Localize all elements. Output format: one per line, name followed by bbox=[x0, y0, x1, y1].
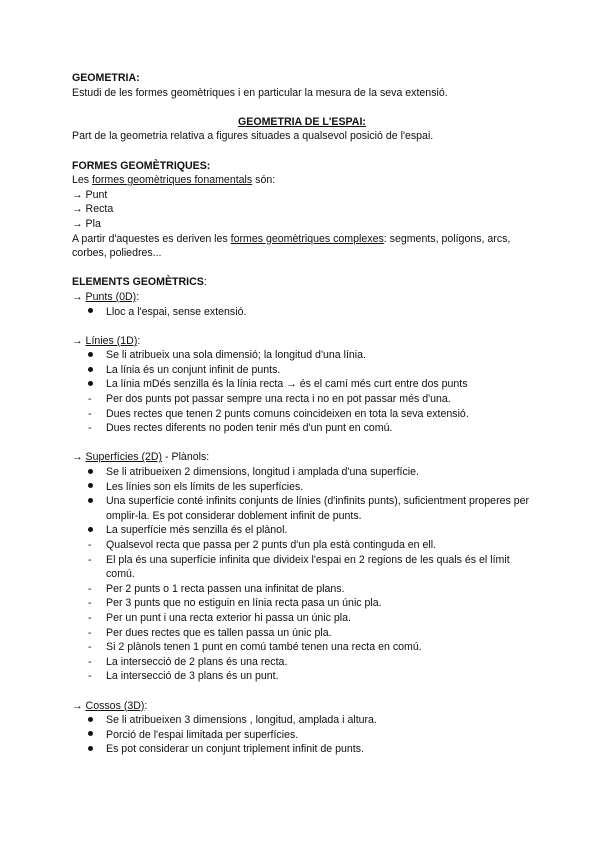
bullet-dot-icon bbox=[88, 728, 98, 743]
cossos-list bbox=[72, 713, 532, 757]
list-item bbox=[72, 626, 532, 641]
dash-marker: - bbox=[88, 597, 92, 610]
list-item bbox=[72, 377, 532, 392]
list-item-text: La línia mDés senzilla és la línia recta → és el camí més curt entre dos punts bbox=[106, 378, 468, 391]
list-item bbox=[72, 407, 532, 422]
list-item-text: Si 2 plànols tenen 1 punt en comú també tenen una recta en comú. bbox=[106, 641, 422, 654]
superficies-list bbox=[72, 465, 532, 684]
linies-heading: → Línies (1D): bbox=[72, 334, 141, 347]
bullet-dot-icon bbox=[88, 363, 98, 378]
list-item-text: Una superfície conté infinits conjunts de línies (d'infinits punts), suficientment properes per omplir-la. Es pot considerar doblement infinit de punts. bbox=[106, 495, 530, 522]
bullet-dot-icon bbox=[88, 713, 98, 728]
list-item bbox=[72, 538, 532, 553]
geometria-text: Estudi de les formes geomètriques i en particular la mesura de la seva extensió. bbox=[72, 86, 448, 99]
formes-list bbox=[72, 188, 532, 232]
list-item bbox=[72, 305, 532, 320]
bullet-dot-icon bbox=[88, 305, 98, 320]
formes-complexes-link: formes geomètriques complexes bbox=[230, 232, 384, 245]
list-item bbox=[72, 348, 532, 363]
list-item-text: Per dos punts pot passar sempre una recta i no en pot passar més d'una. bbox=[106, 393, 451, 406]
formes-intro: Les formes geomètriques fonamentals són: bbox=[72, 174, 276, 187]
list-item bbox=[72, 728, 532, 743]
punts-heading: → Punts (0D): bbox=[72, 290, 140, 303]
list-item bbox=[72, 480, 532, 495]
bullet-dot-icon bbox=[88, 494, 98, 509]
dash-marker: - bbox=[88, 553, 92, 566]
document-body bbox=[72, 71, 532, 757]
dash-marker: - bbox=[88, 422, 92, 435]
dash-marker: - bbox=[88, 626, 92, 639]
formes-fonamentals-link: formes geomètriques fonamentals bbox=[92, 174, 253, 187]
list-item-text: Per 2 punts o 1 recta passen una infinitat de plans. bbox=[106, 582, 345, 595]
dash-marker: - bbox=[88, 655, 92, 668]
list-item-text: Per dues rectes que es tallen passa un únic pla. bbox=[106, 626, 332, 639]
bullet-dot-icon bbox=[88, 523, 98, 538]
list-item bbox=[72, 494, 532, 523]
list-item-text: Qualsevol recta que passa per 2 punts d'un pla està continguda en ell. bbox=[106, 539, 437, 551]
geometria-heading: GEOMETRIA: bbox=[72, 72, 140, 84]
list-item bbox=[72, 742, 532, 757]
bullet-dot-icon bbox=[88, 465, 98, 480]
list-item bbox=[72, 392, 532, 407]
list-item-text: Se li atribueixen 2 dimensions, longitud i amplada d'una superfície. bbox=[106, 466, 419, 479]
bullet-dot-icon bbox=[88, 480, 98, 495]
list-item-text: La línia és un conjunt infinit de punts. bbox=[106, 363, 281, 376]
dash-marker: - bbox=[88, 611, 92, 624]
formes-complexes-text: A partir d'aquestes es deriven les formes geomètriques complexes: segments, polígons, arcs, corbes, poliedres... bbox=[72, 232, 511, 260]
list-item-text: Porció de l'espai limitada per superfícies. bbox=[106, 728, 299, 741]
bullet-dot-icon bbox=[88, 377, 98, 392]
espai-title: GEOMETRIA DE L'ESPAI: bbox=[238, 115, 366, 128]
list-item bbox=[72, 363, 532, 378]
list-item-text: Se li atribueixen 3 dimensions , longitud, amplada i altura. bbox=[106, 714, 377, 727]
dash-marker: - bbox=[88, 539, 92, 551]
list-item-text: Es pot considerar un conjunt triplement infinit de punts. bbox=[106, 743, 364, 756]
dash-marker: - bbox=[88, 393, 92, 406]
list-item-text: Per 3 punts que no estiguin en línia recta pasa un únic pla. bbox=[106, 597, 382, 610]
list-item-text: La intersecció de 2 plans és una recta. bbox=[106, 655, 288, 668]
list-item bbox=[72, 596, 532, 611]
list-item bbox=[72, 421, 532, 436]
dash-marker: - bbox=[88, 582, 92, 595]
list-item-text: La superfície més senzilla és el plànol. bbox=[106, 524, 288, 537]
list-item: → Punt bbox=[72, 188, 108, 201]
espai-text: Part de la geometria relativa a figures situades a qualsevol posició de l'espai. bbox=[72, 130, 434, 143]
list-item-text: Dues rectes diferents no poden tenir més d'un punt en comú. bbox=[106, 422, 393, 435]
bullet-dot-icon bbox=[88, 742, 98, 757]
list-item-text: Per un punt i una recta exterior hi passa un únic pla. bbox=[106, 611, 351, 624]
cossos-heading: → Cossos (3D): bbox=[72, 699, 148, 712]
punts-list bbox=[72, 305, 532, 320]
list-item-text: Se li atribueix una sola dimensió; la longitud d'una línia. bbox=[106, 349, 366, 362]
list-item-text: La intersecció de 3 plans és un punt. bbox=[106, 670, 279, 683]
list-item-text: Dues rectes que tenen 2 punts comuns coincideixen en tota la seva extensió. bbox=[106, 407, 469, 420]
list-item: → Pla bbox=[72, 217, 101, 230]
formes-heading: FORMES GEOMÈTRIQUES: bbox=[72, 159, 211, 172]
elements-heading: ELEMENTS GEOMÈTRICS: bbox=[72, 276, 207, 289]
list-item bbox=[72, 669, 532, 684]
bullet-dot-icon bbox=[88, 348, 98, 363]
list-item bbox=[72, 582, 532, 597]
list-item bbox=[72, 713, 532, 728]
list-item-text: El pla és una superfície infinita que divideix l'espai en 2 regions de les quals és el límit comú. bbox=[106, 553, 510, 581]
dash-marker: - bbox=[88, 641, 92, 654]
list-item-text: Les línies son els límits de les superfícies. bbox=[106, 480, 304, 493]
list-item bbox=[72, 523, 532, 538]
list-item-text: Lloc a l'espai, sense extensió. bbox=[106, 305, 247, 318]
list-item bbox=[72, 655, 532, 670]
list-item bbox=[72, 640, 532, 655]
list-item bbox=[72, 611, 532, 626]
linies-list bbox=[72, 348, 532, 436]
list-item bbox=[72, 465, 532, 480]
dash-marker: - bbox=[88, 670, 92, 683]
list-item: → Recta bbox=[72, 203, 114, 216]
list-item bbox=[72, 553, 532, 582]
dash-marker: - bbox=[88, 407, 92, 420]
superficies-heading: → Superfícies (2D) - Plànols: bbox=[72, 451, 210, 464]
